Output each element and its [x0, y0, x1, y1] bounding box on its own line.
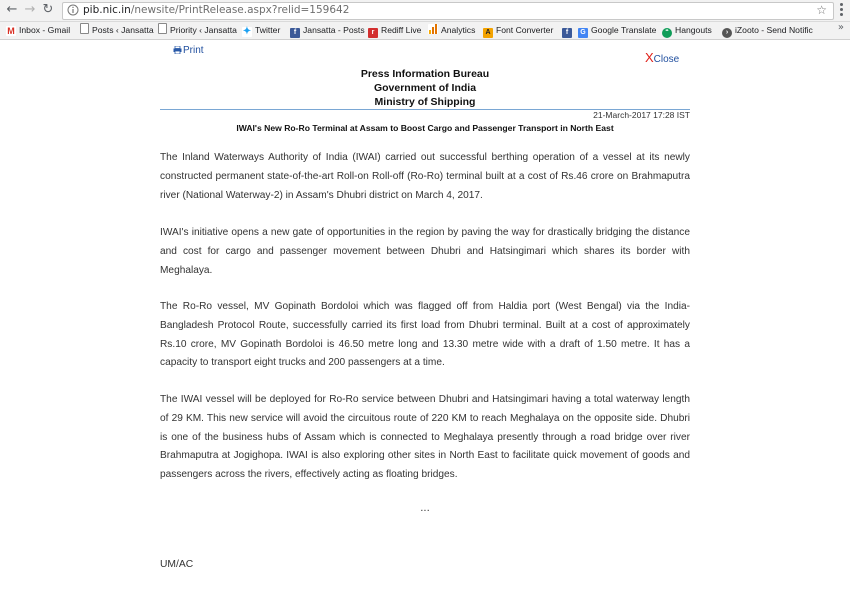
facebook-icon: f	[562, 28, 572, 38]
rediff-icon: r	[368, 28, 378, 38]
bookmark-hangouts[interactable]: “ Hangouts	[662, 23, 712, 38]
paragraph-3: The Ro-Ro vessel, MV Gopinath Bordoloi which was flagged off from Haldia port (West Bengal) via the India-Bangladesh Protocol Route, successfully carried its first load from Dhubri terminal. Built at a cost of approximately Rs.10 crore, MV Gopinath Bordoloi is 46.50 metre long and 13.30 metre wide with a draft of 1.50 metre. It has a capacity to transport eight trucks and 200 passengers at a time.	[160, 301, 690, 369]
paragraph-2: IWAI's initiative opens a new gate of opportunities in the region by paving the way for drastically bridging the distance and cost for cargo and passenger movement between Dhubri and Hatsingimari which shares its border with Meghalaya.	[160, 227, 690, 276]
close-icon: X	[645, 50, 654, 65]
bookmark-analytics[interactable]: Analytics	[428, 23, 475, 38]
print-icon	[173, 46, 182, 54]
info-icon[interactable]	[67, 4, 79, 16]
reload-button[interactable]: ↻	[42, 2, 54, 17]
translate-icon: G	[578, 28, 588, 38]
signoff: UM/AC	[160, 559, 194, 570]
bookmarks-overflow-icon[interactable]: »	[837, 22, 844, 33]
government-name: Government of India	[373, 82, 477, 94]
print-link[interactable]: Print	[173, 45, 204, 56]
bookmark-rediff-live[interactable]: r Rediff Live	[368, 23, 421, 38]
twitter-icon: ✦	[242, 26, 252, 37]
page-icon	[158, 23, 167, 34]
back-button[interactable]: ←	[6, 2, 18, 17]
ministry-name: Ministry of Shipping	[374, 96, 476, 108]
hangouts-icon: “	[662, 28, 672, 38]
paragraph-4: The IWAI vessel will be deployed for Ro-Ro service between Dhubri and Hatsingimari having a total waterway length of 29 KM. This new service will avoid the circuitous route of 220 KM to reach Meghalaya on the opposite side. Dhubri is one of the business hubs of Assam which is connected to Meghalaya presently through a road bridge over river Brahmaputra at Jogighopa. IWAI is also exploring other sites in North East to facilitate quick movement of goods and passengers across the rivers, effectively acting as floating bridges.	[160, 394, 690, 481]
forward-button[interactable]: →	[24, 2, 36, 17]
bookmark-facebook[interactable]	[562, 23, 575, 38]
bookmarks-bar	[0, 22, 850, 40]
org-name: Press Information Bureau	[360, 68, 490, 80]
release-date: 21-March-2017 17:28 IST	[593, 110, 690, 120]
bookmark-inbox-gmail[interactable]: M Inbox - Gmail	[7, 25, 71, 36]
url-text[interactable]: pib.nic.in/newsite/PrintRelease.aspx?relid=159642	[83, 4, 350, 16]
bookmark-google-translate[interactable]: G Google Translate	[578, 23, 656, 38]
browser-toolbar	[0, 0, 850, 22]
converter-icon: A	[483, 28, 493, 38]
bookmark-star-icon[interactable]: ☆	[816, 3, 827, 17]
release-title: IWAI's New Ro-Ro Terminal at Assam to Boost Cargo and Passenger Transport in North East	[236, 123, 614, 133]
bookmark-font-converter[interactable]: A Font Converter	[483, 23, 553, 38]
bookmark-jansatta-posts[interactable]: f Jansatta - Posts	[290, 23, 365, 38]
bookmark-izooto[interactable]: › iZooto - Send Notific	[722, 23, 813, 38]
bookmark-priority-jansatta[interactable]: Priority ‹ Jansatta	[158, 23, 237, 38]
bookmark-twitter[interactable]: ✦ Twitter	[242, 25, 281, 37]
izooto-icon: ›	[722, 28, 732, 38]
gmail-icon: M	[7, 26, 15, 36]
bookmark-posts-jansatta[interactable]: Posts ‹ Jansatta	[80, 23, 154, 38]
page-icon	[80, 23, 89, 34]
address-bar[interactable]	[62, 2, 834, 20]
browser-menu-icon[interactable]	[836, 3, 846, 17]
ellipsis: ...	[420, 503, 430, 514]
close-link[interactable]: XClose	[645, 50, 680, 65]
analytics-icon	[428, 24, 438, 34]
facebook-icon: f	[290, 28, 300, 38]
paragraph-1: The Inland Waterways Authority of India (IWAI) carried out successful berthing operation of a vessel at its newly constructed permanent state-of-the-art Roll-on Roll-off (Ro-Ro) terminal built at a cost of Rs.46 crore on Brahmaputra river (National Waterway-2) in Assam's Dhubri district on March 4, 2017.	[160, 152, 690, 201]
